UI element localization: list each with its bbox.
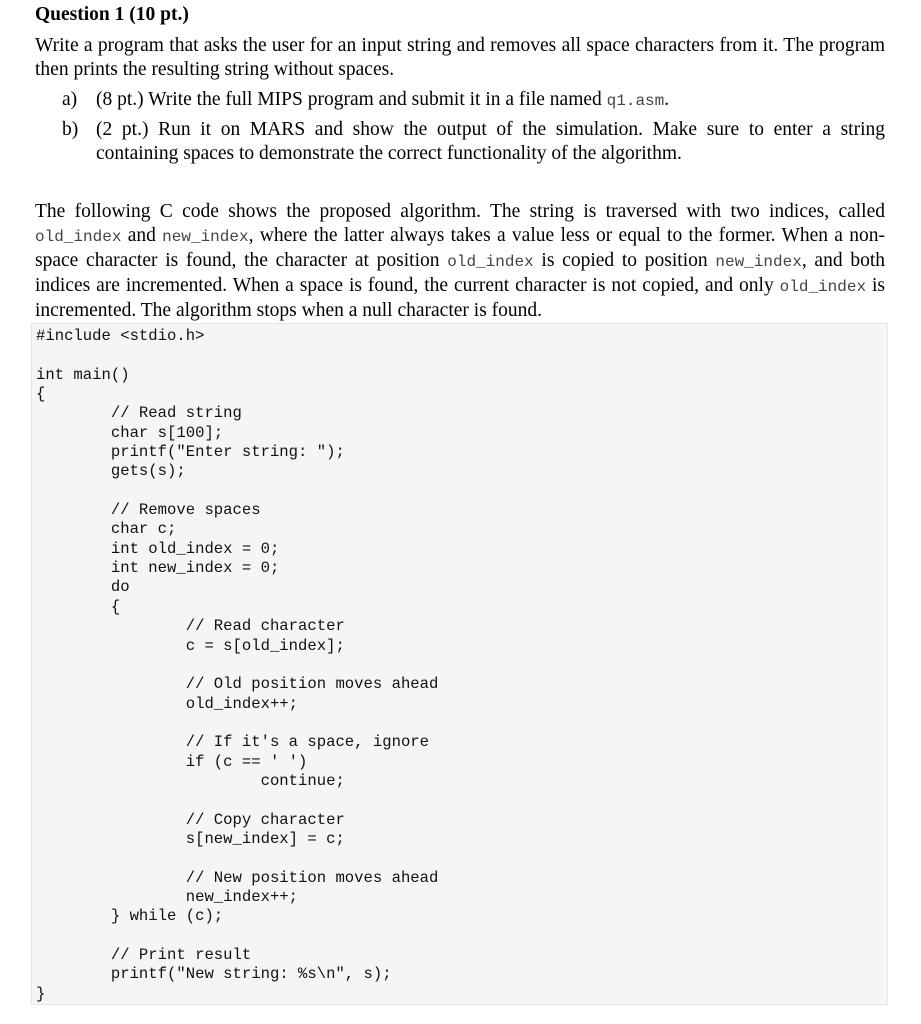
desc-part-2: , where the latter always takes a value less or equal to the former. When a non-space character is found, the character at position xyxy=(35,225,885,271)
desc-part-5: is incremented. The algorithm stops when a null character is found. xyxy=(35,275,885,321)
old-index-code: old_index xyxy=(35,228,122,246)
c-code: #include <stdio.h> int main() { // Read string char s[100]; printf("Enter string: "); gets(s); // Remove spaces char c; int old_index = 0; int new_index = 0; do { // Read character c = s[old_index]; // Old position moves ahead old_index++; // If it's a space, ignore if (c == ' ') continue; // Copy character s[new_index] = c; // New position moves ahead new_index++; } while (c); // Print result printf("New string: %s\n", s); } xyxy=(36,327,439,1003)
old-index-code-2: old_index xyxy=(447,253,534,271)
list-label-a: a) xyxy=(62,89,78,110)
filename-code: q1.asm xyxy=(606,92,665,110)
list-text-a xyxy=(96,88,885,113)
list-label-b: b) xyxy=(62,119,79,140)
question-title: Question 1 (10 pt.) xyxy=(35,4,189,25)
desc-part-3: is copied to position xyxy=(533,250,716,271)
question-intro: Write a program that asks the user for an input string and removes all space characters from it. The program then prints the resulting string without spaces. xyxy=(35,35,885,80)
new-index-code-2: new_index xyxy=(715,253,802,271)
code-block xyxy=(31,323,888,1005)
list-item-b xyxy=(62,118,885,166)
algorithm-description xyxy=(35,200,885,323)
old-index-code-3: old_index xyxy=(779,278,867,296)
new-index-code: new_index xyxy=(162,228,249,246)
list-item-a xyxy=(62,88,885,113)
list-text-a-after: . xyxy=(664,89,670,110)
desc-part-4: , and both indices are incremented. When a space is found, the current character is not copied, and only xyxy=(35,250,885,296)
list-text-a-before: (8 pt.) Write the full MIPS program and submit it in a file named xyxy=(96,89,607,110)
list-text-b: (2 pt.) Run it on MARS and show the output of the simulation. Make sure to enter a string containing spaces to demonstrate the correct functionality of the algorithm. xyxy=(96,119,885,164)
desc-and: and xyxy=(121,225,163,246)
desc-part-1: The following C code shows the proposed algorithm. The string is traversed with two indices, called xyxy=(35,201,885,222)
